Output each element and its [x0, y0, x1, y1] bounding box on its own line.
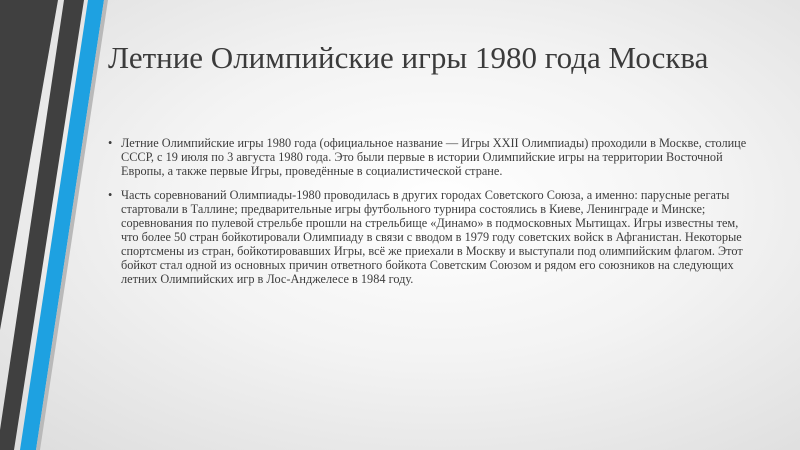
- bullet-icon: •: [108, 188, 113, 202]
- bullet-item: [108, 136, 748, 178]
- bullet-list: [108, 136, 748, 296]
- paragraph-text: Летние Олимпийские игры 1980 года (официальное название — Игры XXII Олимпиады) проходили в Москве, столице СССР, с 19 июля по 3 августа 1980 года. Это были первые в истории Олимпийские игры на территории Восточной Европы, а также первые Игры, проведённые в социалистической стране.: [121, 136, 747, 178]
- bullet-item: [108, 188, 748, 286]
- bullet-icon: •: [108, 136, 113, 150]
- paragraph-text: Часть соревнований Олимпиады-1980 проводилась в других городах Советского Союза, а именно: парусные регаты стартовали в Таллине; предварительные игры футбольного турнира состоялись в Киеве, Ленинграде и Минске; соревнования по пулевой стрельбе прошли на стрельбище «Динамо» в подмосковных Мытищах. Игры известны тем, что более 50 стран бойкотировали Олимпиаду в связи с вводом в 1979 году советских войск в Афганистан. Некоторые спортсмены из стран, бойкотировавших Игры, всё же приехали в Москву и выступали под олимпийским флагом. Этот бойкот стал одной из основных причин ответного бойкота Советским Союзом и рядом его союзников на следующих летних Олимпийских игр в Лос-Анджелесе в 1984 году.: [121, 188, 743, 286]
- slide-title: Летние Олимпийские игры 1980 года Москва: [108, 40, 709, 75]
